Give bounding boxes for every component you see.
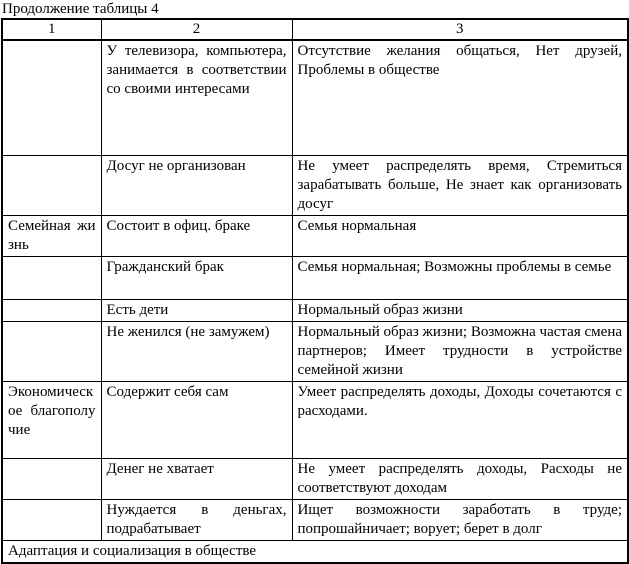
consequence-cell: Ищет возможности заработать в труде; попрошайничает; ворует; берет в долг bbox=[292, 499, 628, 540]
category-cell bbox=[2, 321, 101, 381]
category-cell: Семейная жизнь bbox=[2, 215, 101, 256]
table-row bbox=[2, 381, 628, 458]
consequence-cell: Отсутствие желания общаться, Нет друзей, Проблемы в обществе bbox=[292, 40, 628, 155]
situation-cell: Гражданский брак bbox=[101, 256, 292, 299]
situation-cell: Содержит себя сам bbox=[101, 381, 292, 458]
consequence-cell: Умеет распределять доходы, Доходы сочетаются с расходами. bbox=[292, 381, 628, 458]
category-cell bbox=[2, 458, 101, 499]
situation-cell: Досуг не организован bbox=[101, 155, 292, 215]
header-row bbox=[2, 19, 628, 40]
footer-row bbox=[2, 540, 628, 563]
table-row bbox=[2, 458, 628, 499]
situation-cell: Не женился (не замужем) bbox=[101, 321, 292, 381]
column-header-2: 2 bbox=[101, 19, 292, 40]
category-cell bbox=[2, 299, 101, 321]
consequence-cell: Не умеет распределять время, Стремиться зарабатывать больше, Не знает как организовать досуг bbox=[292, 155, 628, 215]
situation-cell: У телевизора, компьютера, занимается в соответствии со своими интересами bbox=[101, 40, 292, 155]
column-header-1: 1 bbox=[2, 19, 101, 40]
category-cell bbox=[2, 155, 101, 215]
consequence-cell: Нормальный образ жизни; Возможна частая смена партнеров; Имеет трудности в устройстве семейной жизни bbox=[292, 321, 628, 381]
table-row bbox=[2, 299, 628, 321]
table-caption: Продолжение таблицы 4 bbox=[2, 1, 159, 17]
consequence-cell: Семья нормальная bbox=[292, 215, 628, 256]
category-cell: Экономическое благополучие bbox=[2, 381, 101, 458]
table-row bbox=[2, 499, 628, 540]
table-row bbox=[2, 256, 628, 299]
table-row bbox=[2, 321, 628, 381]
consequence-cell: Не умеет распределять доходы, Расходы не соответствуют доходам bbox=[292, 458, 628, 499]
table-row bbox=[2, 215, 628, 256]
table-row bbox=[2, 40, 628, 155]
category-cell bbox=[2, 40, 101, 155]
situation-cell: Есть дети bbox=[101, 299, 292, 321]
column-header-3: 3 bbox=[292, 19, 628, 40]
situation-cell: Денег не хватает bbox=[101, 458, 292, 499]
situation-cell: Состоит в офиц. браке bbox=[101, 215, 292, 256]
consequence-cell: Нормальный образ жизни bbox=[292, 299, 628, 321]
consequence-cell: Семья нормальная; Возможны проблемы в семье bbox=[292, 256, 628, 299]
category-cell bbox=[2, 499, 101, 540]
situation-cell: Нуждается в деньгах, подрабатывает bbox=[101, 499, 292, 540]
continuation-table bbox=[1, 18, 629, 564]
category-cell bbox=[2, 256, 101, 299]
table-footer-cell: Адаптация и социализация в обществе bbox=[2, 540, 628, 563]
table-row bbox=[2, 155, 628, 215]
